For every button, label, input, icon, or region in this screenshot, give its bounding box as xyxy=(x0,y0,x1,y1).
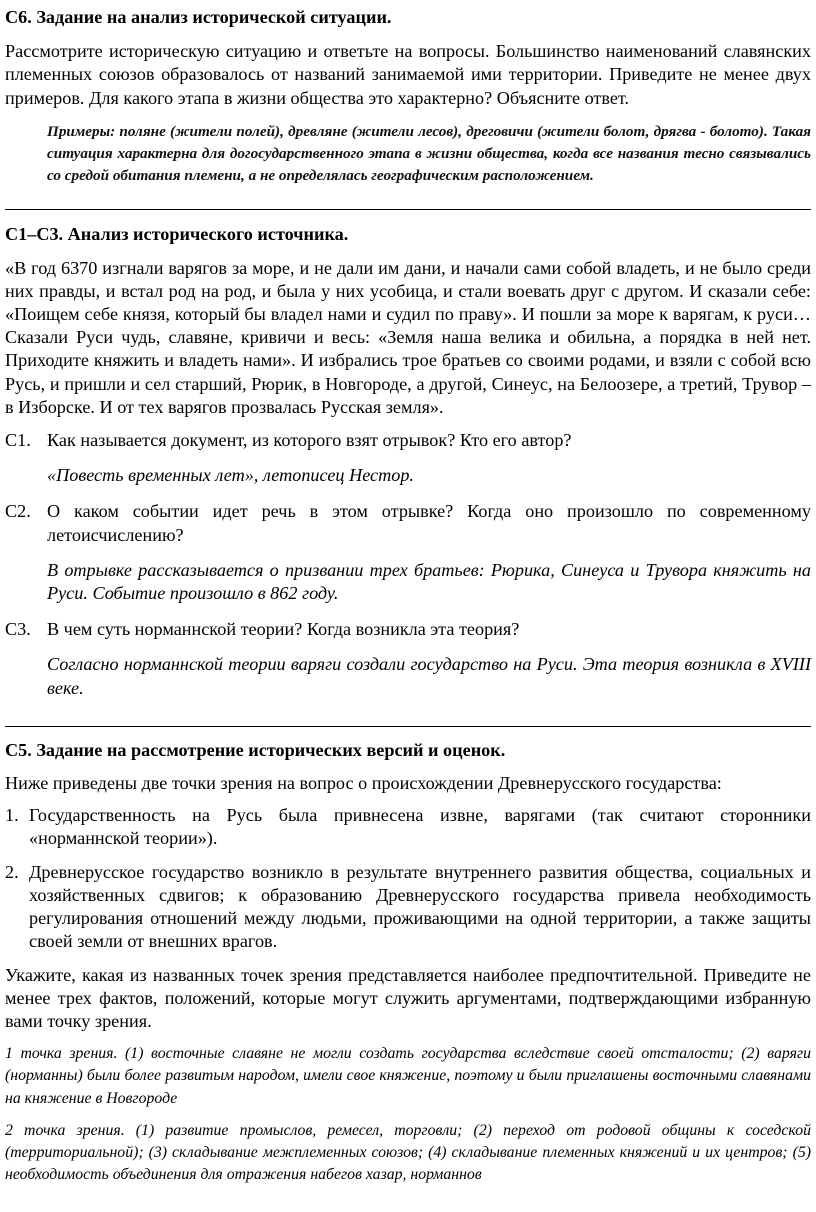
view-2 xyxy=(5,861,811,954)
section-divider-1 xyxy=(5,209,811,210)
c1c3-source-text: «В год 6370 изгнали варягов за море, и не дали им дани, и начали сами собой владеть, и не было среди них правды, и встал род на род, и была у них усобица, и стали воевать друг с другом. И сказали себе: «Поищем себе князя, который бы владел нами и судил по праву». И пошли за море к варягам, к руси… Сказали Руси чудь, славяне, кривичи и весь: «Земля наша велика и обильна, а порядка в ней нет. Приходите княжить и владеть нами». И избрались трое братьев со своими родами, и взяли с собой всю Русь, и пришли и сел старший, Рюрик, в Новгороде, а другой, Синеус, на Белоозере, а третий, Трувор – в Изборске. И от тех варягов прозвалась Русская земля». xyxy=(5,257,811,417)
answer-c1: «Повесть временных лет», летописец Нестор. xyxy=(47,465,414,486)
question-c1-number: С1. xyxy=(5,430,31,451)
c5-intro: Ниже приведены две точки зрения на вопрос о происхождении Древнерусского государства: xyxy=(5,773,722,794)
answer-c2: В отрывке рассказывается о призвании трех братьев: Рюрика, Синеуса и Трувора княжить на Руси. Событие произошло в 862 году. xyxy=(47,559,811,604)
question-c2-number: С2. xyxy=(5,501,31,522)
c5-task: Укажите, какая из названных точек зрения представляется наиболее предпочтительной. Приведите не менее трех фактов, положений, которые могут служить аргументами, подтверждающими избранную вами точку зрения. xyxy=(5,964,811,1031)
view-2-number: 2. xyxy=(5,861,19,882)
c5-answer-view-2: 2 точка зрения. (1) развитие промыслов, ремесел, торговли; (2) переход от родовой общины к соседской (территориальной); (3) складывание межплеменных союзов; (4) складывание племенных княжений и их центров; (5) необходимость объединения для отражения набегов хазар, норманнов xyxy=(5,1121,811,1184)
question-c3 xyxy=(5,618,811,641)
view-1 xyxy=(5,804,811,850)
question-c2-text: О каком событии идет речь в этом отрывке? Когда оно произошло по современному летоисчислению? xyxy=(47,501,811,545)
question-c3-text: В чем суть норманнской теории? Когда возникла эта теория? xyxy=(47,619,520,640)
question-c2 xyxy=(5,500,811,546)
c1c3-title: С1–С3. Анализ исторического источника. xyxy=(5,224,349,245)
c6-title: С6. Задание на анализ исторической ситуации. xyxy=(5,7,392,27)
question-c1-text: Как называется документ, из которого взят отрывок? Кто его автор? xyxy=(47,430,572,451)
c6-question: Рассмотрите историческую ситуацию и ответьте на вопросы. Большинство наименований славянских племенных союзов образовалось от названий занимаемой ими территории. Приведите не менее двух примеров. Для какого этапа в жизни общества это характерно? Объясните ответ. xyxy=(5,41,811,108)
view-2-text: Древнерусское государство возникло в результате внутреннего развития общества, социальных и хозяйственных сдвигов; к образованию Древнерусского государства привела необходимость регулирования отношений между людьми, проживающими на одной территории, а также защиты своей земли от внешних врагов. xyxy=(29,861,811,952)
question-c3-number: С3. xyxy=(5,619,31,640)
section-divider-2 xyxy=(5,726,811,727)
c6-answer: Примеры: поляне (жители полей), древляне (жители лесов), дреговичи (жители болот, дрягва - болото). Такая ситуация характерна для догосударственного этапа в жизни общества, когда все названия тесно связывались со средой обитания племени, а не определялась географическим расположением. xyxy=(47,122,811,185)
document-content xyxy=(5,6,811,1186)
view-1-text: Государственность на Русь была привнесена извне, варягами (так считают сторонники «норманнской теории»). xyxy=(29,805,811,849)
answer-c3: Согласно норманнской теории варяги создали государство на Руси. Эта теория возникла в XVIII веке. xyxy=(47,654,811,698)
question-c1 xyxy=(5,429,811,452)
view-1-number: 1. xyxy=(5,805,19,826)
c5-answer-view-1: 1 точка зрения. (1) восточные славяне не могли создать государства вследствие своей отсталости; (2) варяги (норманны) были более развитым народом, имели свое княжение, поэтому и были приглашены восточными славянами на княжение в Новгороде xyxy=(5,1045,811,1107)
c5-title: С5. Задание на рассмотрение исторических версий и оценок. xyxy=(5,739,506,760)
